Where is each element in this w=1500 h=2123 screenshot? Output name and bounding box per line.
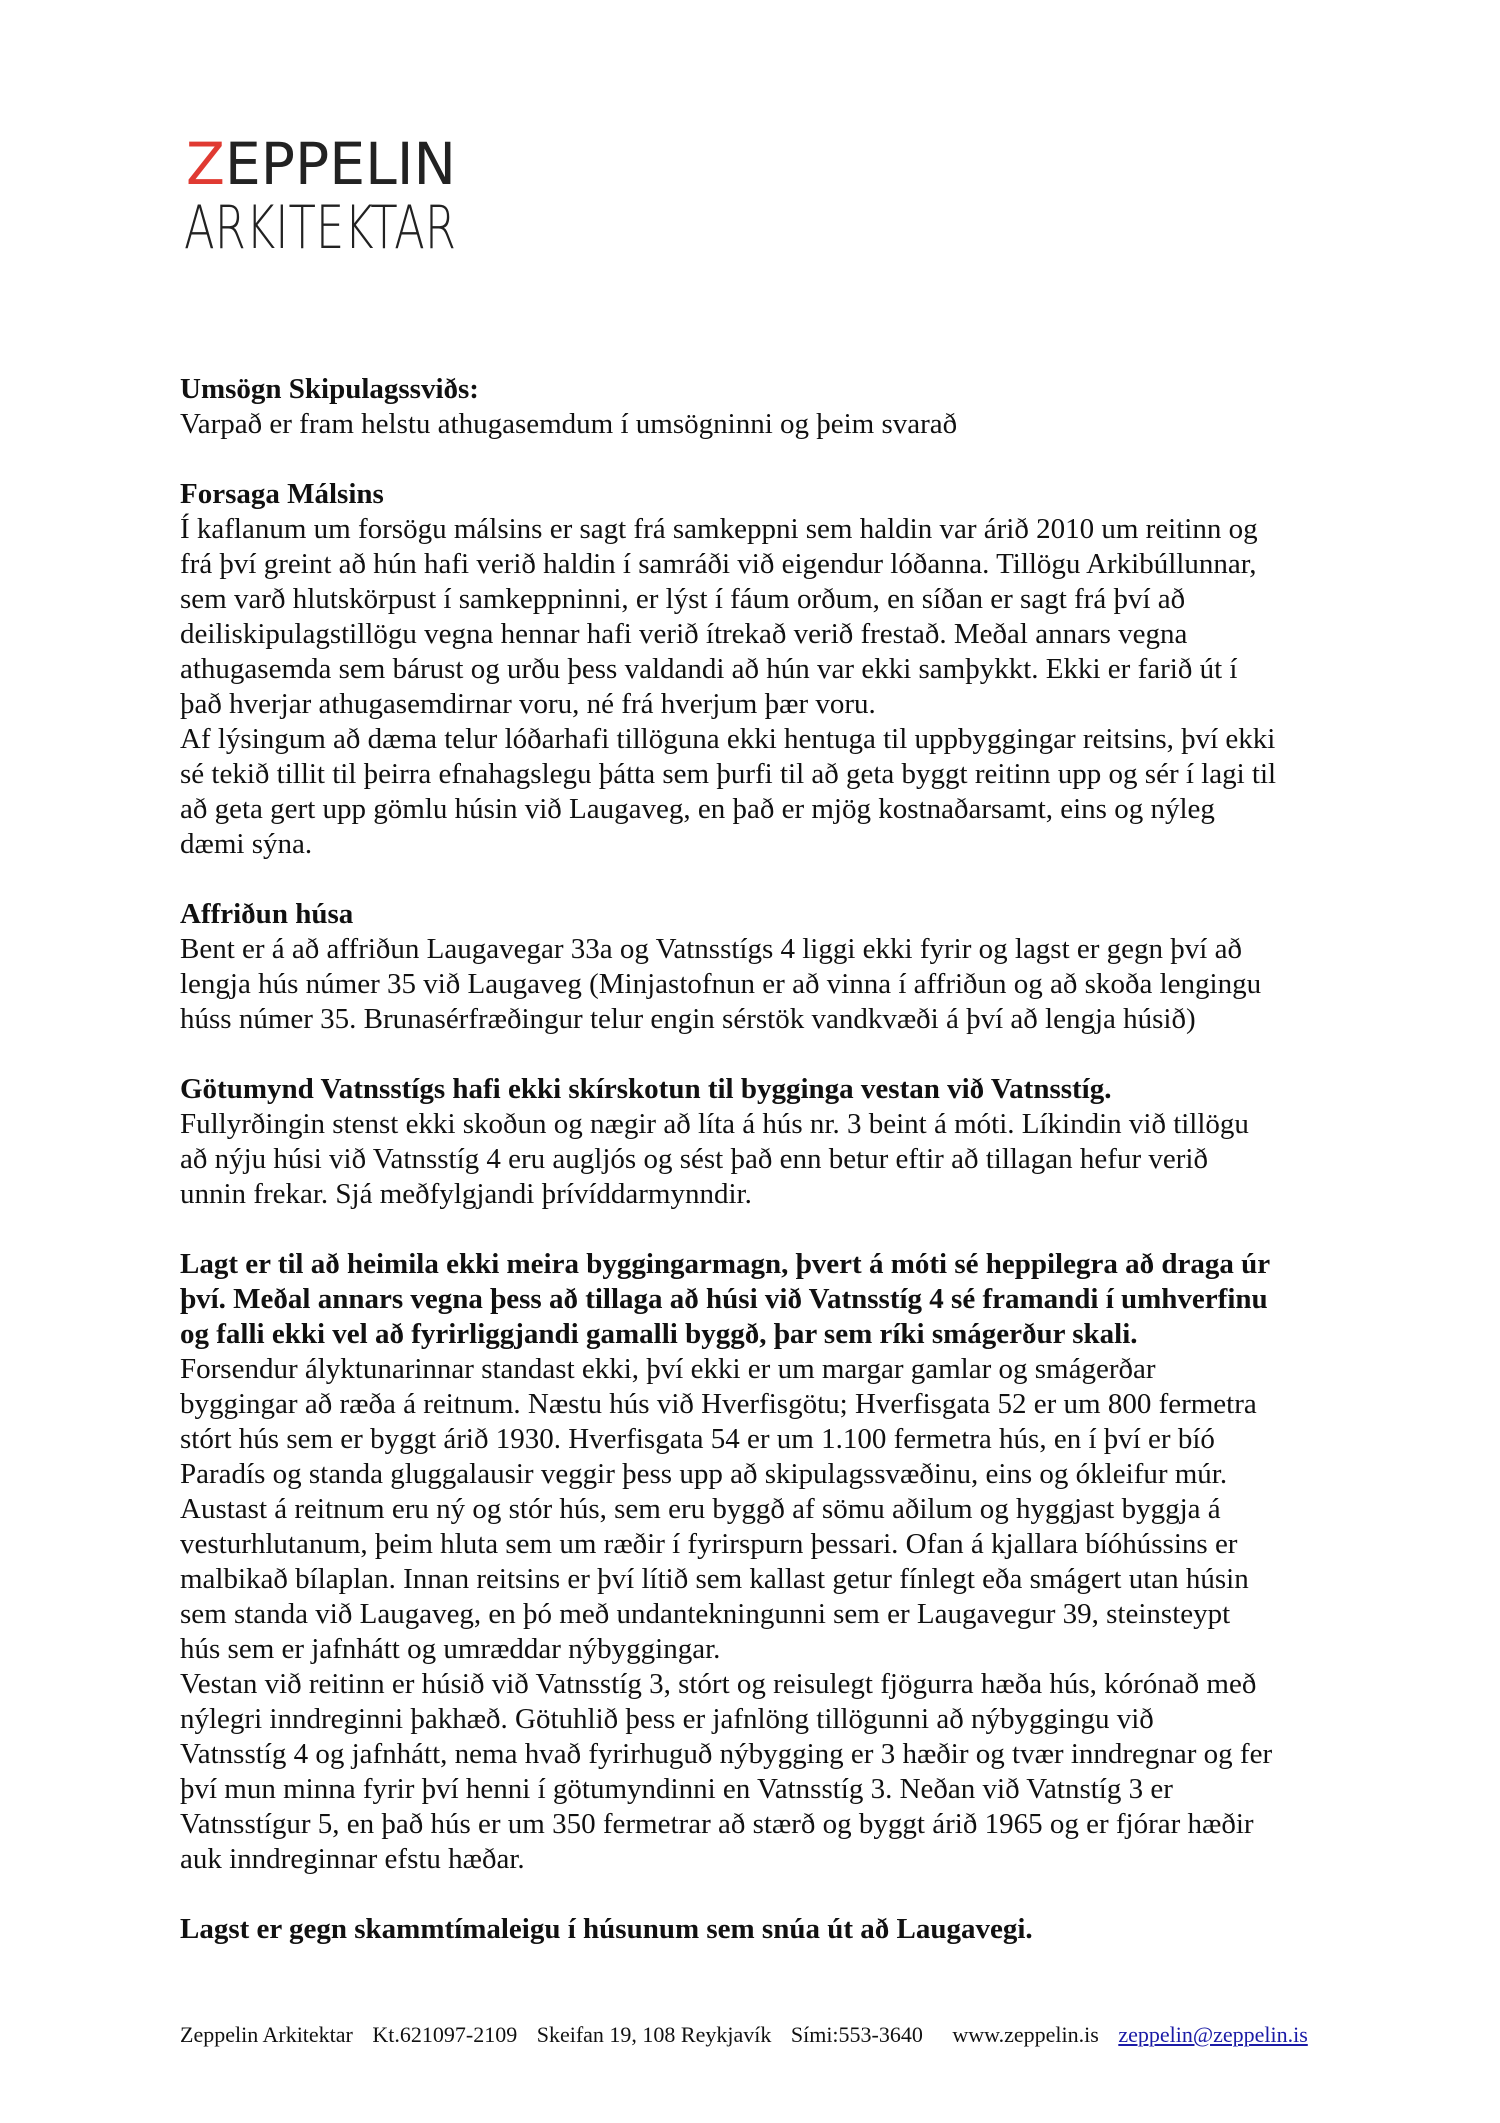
section-heading: Lagst er gegn skammtímaleigu í húsunum sem snúa út að Laugavegi. — [180, 1913, 1033, 1945]
footer-website[interactable]: www.zeppelin.is — [952, 2022, 1099, 2047]
body-text-line: sem standa við Laugaveg, en þó með undantekningunni sem er Laugavegur 39, steinsteypt — [180, 1598, 1231, 1630]
body-text-line: að geta gert upp gömlu húsin við Laugaveg, en það er mjög kostnaðarsamt, eins og nýleg — [180, 793, 1215, 825]
body-text-line: deiliskipulagstillögu vegna hennar hafi verið ítrekað verið frestað. Meðal annars vegna — [180, 618, 1188, 650]
company-logo — [184, 128, 464, 263]
body-text-line: Vatnsstíg 4 og jafnhátt, nema hvað fyrirhuguð nýbygging er 3 hæðir og tvær inndregnar og fer — [180, 1738, 1273, 1770]
body-text-line: dæmi sýna. — [180, 828, 313, 860]
section-heading: Affriðun húsa — [180, 898, 354, 930]
body-text-line: stórt hús sem er byggt árið 1930. Hverfisgata 54 er um 1.100 fermetra hús, en í því er bíó — [180, 1423, 1215, 1455]
body-text-line: sé tekið tillit til þeirra efnahagslegu þátta sem þurfi til að geta byggt reitinn upp og sér í lagi til — [180, 758, 1277, 790]
body-text-line: nýlegri inndreginni þakhæð. Götuhlið þess er jafnlöng tillögunni að nýbyggingu við — [180, 1703, 1154, 1735]
body-text-line: Í kaflanum um forsögu málsins er sagt frá samkeppni sem haldin var árið 2010 um reitinn og — [180, 513, 1258, 545]
section — [180, 1247, 1380, 1877]
body-text-line: lengja hús númer 35 við Laugaveg (Minjastofnun er að vinna í affriðun og að skoða lengingu — [180, 968, 1262, 1000]
body-text-line: Paradís og standa gluggalausir veggir þess upp að skipulagssvæðinu, eins og ókleifur múr. — [180, 1458, 1228, 1490]
body-text-line: frá því greint að hún hafi verið haldin í samráði við eigendur lóðanna. Tillögu Arkibúllunnar, — [180, 548, 1257, 580]
body-text-line: Vestan við reitinn er húsið við Vatnsstíg 3, stórt og reisulegt fjögurra hæða hús, kórónað með — [180, 1668, 1257, 1700]
svg-text:ZEPPELIN — [186, 130, 461, 198]
body-text-line: byggingar að ræða á reitnum. Næstu hús við Hverfisgötu; Hverfisgata 52 er um 800 fermetra — [180, 1388, 1257, 1420]
body-text-line: að nýju húsi við Vatnsstíg 4 eru augljós og sést það enn betur eftir að tillagan hefur verið — [180, 1143, 1208, 1175]
section — [180, 1072, 1380, 1212]
footer-company: Zeppelin Arkitektar — [180, 2022, 353, 2047]
section — [180, 477, 1380, 862]
logo-zeppelin: EPPELIN — [224, 130, 461, 198]
section — [180, 1912, 1380, 1947]
footer-kennitala: Kt.621097-2109 — [372, 2022, 518, 2047]
body-text-line: malbikað bílaplan. Innan reitsins er því lítið sem kallast getur fínlegt eða smágert utan húsin — [180, 1563, 1249, 1595]
body-text-line: vesturhlutanum, þeim hluta sem um ræðir í fyrirspurn þessari. Ofan á kjallara bíóhússins er — [180, 1528, 1238, 1560]
body-text-line: Austast á reitnum eru ný og stór hús, sem eru byggð af sömu aðilum og hyggjast byggja á — [180, 1493, 1221, 1525]
body-text-line: því mun minna fyrir því henni í götumyndinni en Vatnsstíg 3. Neðan við Vatnstíg 3 er — [180, 1773, 1173, 1805]
paragraph-gap — [180, 442, 1380, 477]
body-text-line: auk inndreginnar efstu hæðar. — [180, 1843, 525, 1875]
section-heading: og falli ekki vel að fyrirliggjandi gamalli byggð, þar sem ríki smágerður skali. — [180, 1318, 1138, 1350]
body-text-line: hús sem er jafnhátt og umræddar nýbyggingar. — [180, 1633, 721, 1665]
logo-arkitektar: ARKITEKTAR — [184, 193, 456, 263]
paragraph-gap — [180, 1037, 1380, 1072]
footer-phone: Sími:553-3640 — [790, 2022, 923, 2047]
section-heading: Forsaga Málsins — [180, 478, 384, 510]
footer — [180, 2022, 1308, 2048]
body-text-line: sem varð hlutskörpust í samkeppninni, er lýst í fáum orðum, en síðan er sagt frá því að — [180, 583, 1186, 615]
body-text-line: athugasemda sem bárust og urðu þess valdandi að hún var ekki samþykkt. Ekki er farið út í — [180, 653, 1238, 685]
paragraph-gap — [180, 1212, 1380, 1247]
body-text-line: Forsendur ályktunarinnar standast ekki, því ekki er um margar gamlar og smágerðar — [180, 1353, 1156, 1385]
body-text-line: Vatnsstígur 5, en það hús er um 350 fermetrar að stærð og byggt árið 1965 og er fjórar hæðir — [180, 1808, 1254, 1840]
body-text-line: Varpað er fram helstu athugasemdum í umsögninni og þeim svarað — [180, 408, 958, 440]
section — [180, 897, 1380, 1037]
section-heading: því. Meðal annars vegna þess að tillaga að húsi við Vatnsstíg 4 sé framandi í umhverfinu — [180, 1283, 1268, 1315]
section-heading: Götumynd Vatnsstígs hafi ekki skírskotun til bygginga vestan við Vatnsstíg. — [180, 1073, 1112, 1105]
footer-address: Skeifan 19, 108 Reykjavík — [536, 2022, 772, 2047]
body-text-line: húss númer 35. Brunasérfræðingur telur engin sérstök vandkvæði á því að lengja húsið) — [180, 1003, 1196, 1035]
body-text-line: Af lýsingum að dæma telur lóðarhafi tillöguna ekki hentuga til uppbyggingar reitsins, því ekki — [180, 723, 1276, 755]
section-heading: Lagt er til að heimila ekki meira byggingarmagn, þvert á móti sé heppilegra að draga úr — [180, 1248, 1271, 1280]
body-text-line: það hverjar athugasemdirnar voru, né frá hverjum þær voru. — [180, 688, 876, 720]
document-body — [180, 372, 1380, 1947]
logo-z: Z — [186, 130, 226, 198]
paragraph-gap — [180, 862, 1380, 897]
section — [180, 372, 1380, 442]
section-heading: Umsögn Skipulagssviðs: — [180, 373, 479, 405]
footer-email-link[interactable]: zeppelin@zeppelin.is — [1118, 2022, 1308, 2047]
paragraph-gap — [180, 1877, 1380, 1912]
body-text-line: Bent er á að affriðun Laugavegar 33a og Vatnsstígs 4 liggi ekki fyrir og lagst er gegn því að — [180, 933, 1242, 965]
body-text-line: unnin frekar. Sjá meðfylgjandi þrívíddarmynndir. — [180, 1178, 752, 1210]
body-text-line: Fullyrðingin stenst ekki skoðun og nægir að líta á hús nr. 3 beint á móti. Líkindin við tillögu — [180, 1108, 1249, 1140]
